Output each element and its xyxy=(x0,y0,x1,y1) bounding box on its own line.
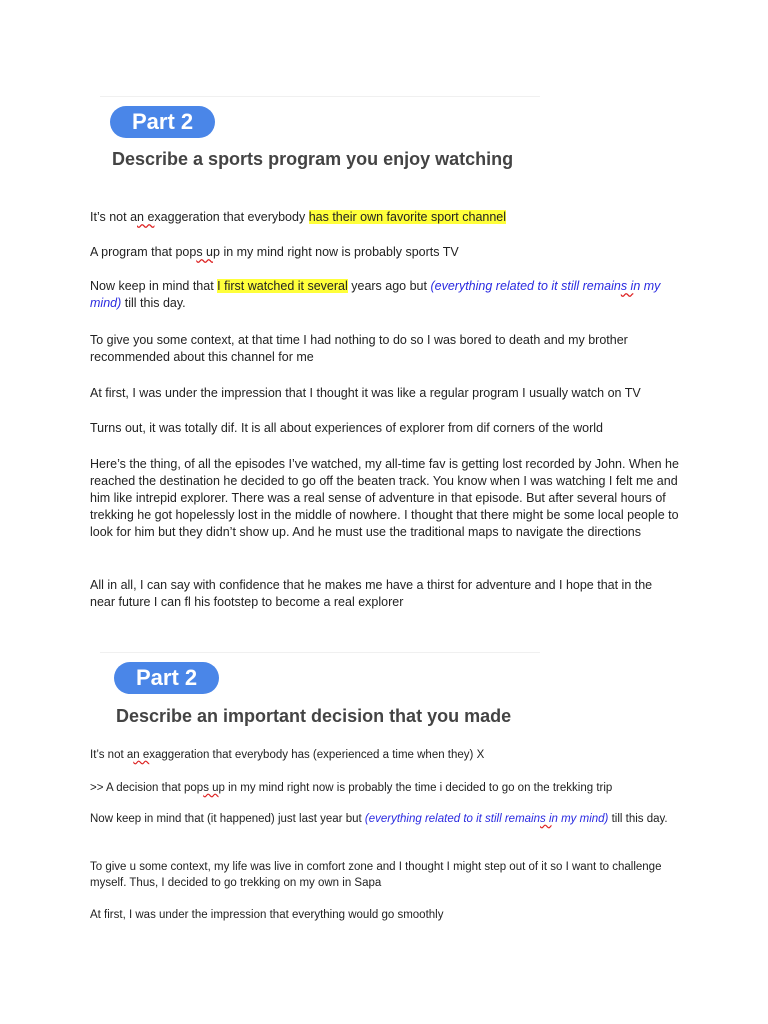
highlight: I first watched it several xyxy=(217,279,348,293)
paragraph: Turns out, it was totally dif. It is all about experiences of explorer from dif corners of the world xyxy=(90,421,603,435)
paragraph: All in all, I can say with confidence that he makes me have a thirst for adventure and I hope that in the near future I can fl his footstep to become a real explorer xyxy=(90,578,653,609)
part-badge: Part 2 xyxy=(114,662,219,694)
paragraph: To give you some context, at that time I had nothing to do so I was bored to death and my brother recommended about this channel for me xyxy=(90,333,628,364)
paragraph: >> A decision that pops up in my mind right now is probably the time i decided to go on the trekking trip xyxy=(90,782,613,794)
watermark-line xyxy=(100,652,540,653)
paragraph: To give u some context, my life was live in comfort zone and I thought I might step out of it so I want to challenge myself. Thus, I decided to go trekking on my own in Sapa xyxy=(90,861,662,889)
paragraph: Now keep in mind that I first watched it several years ago but (everything related to it still remains in my mind) till this day. xyxy=(90,279,661,310)
paragraph: At first, I was under the impression that I thought it was like a regular program I usually watch on TV xyxy=(90,386,641,400)
highlight: has their own favorite sport channel xyxy=(308,210,507,224)
paragraph: A program that pops up in my mind right now is probably sports TV xyxy=(90,245,459,259)
watermark-line xyxy=(100,96,540,97)
paragraph: Here’s the thing, of all the episodes I’ve watched, my all-time fav is getting lost recorded by John. When he reached the destination he decided to go off the beaten track. You know when I was watching I felt me and him like intrepid explorer. There was a real sense of adventure in that episode. But after several hours of trekking he got hopelessly lost in the middle of nowhere. I thought that there might be some local people to look for him but they didn’t show up. And he must use the traditional maps to navigate the directions xyxy=(90,457,679,539)
paragraph: Now keep in mind that (it happened) just last year but (everything related to it still remains in my mind) till this day. xyxy=(90,813,668,825)
part-badge: Part 2 xyxy=(110,106,215,138)
paragraph: At first, I was under the impression that everything would go smoothly xyxy=(90,909,444,921)
paragraph: It’s not an exaggeration that everybody has their own favorite sport channel xyxy=(90,210,507,224)
section-heading: Describe an important decision that you made xyxy=(116,706,512,726)
paragraph: It’s not an exaggeration that everybody has (experienced a time when they) X xyxy=(90,749,485,761)
section-heading: Describe a sports program you enjoy watching xyxy=(112,149,514,169)
